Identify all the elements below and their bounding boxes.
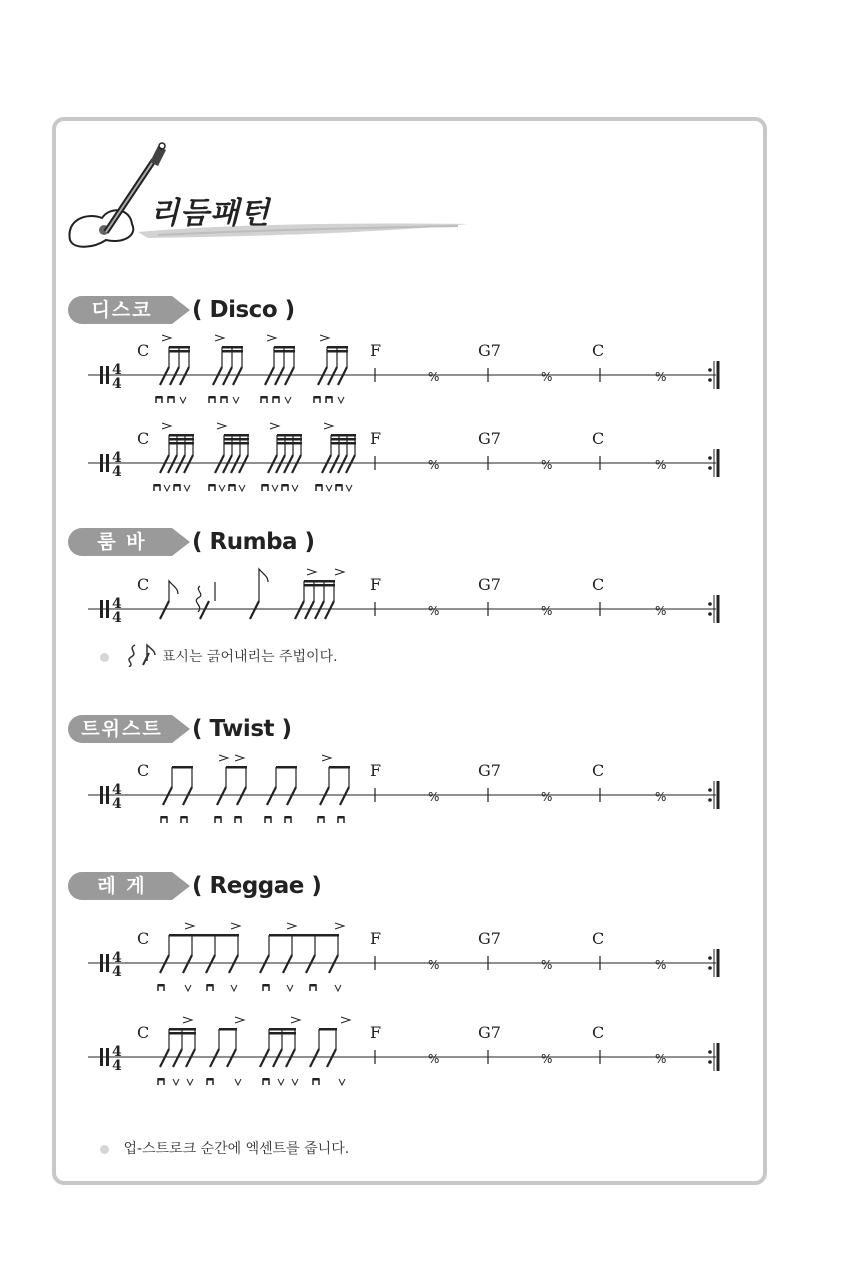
svg-text:%: % bbox=[428, 958, 440, 972]
staff-disco-2 bbox=[0, 418, 850, 498]
staff-reggae-1 bbox=[0, 918, 850, 998]
chord-label: C bbox=[592, 341, 605, 360]
section-name: ( Reggae ) bbox=[192, 873, 322, 899]
staff-rumba bbox=[0, 564, 850, 644]
staff-twist bbox=[0, 750, 850, 830]
svg-text:%: % bbox=[655, 604, 667, 618]
chord-label: G7 bbox=[478, 429, 501, 448]
svg-text:%: % bbox=[428, 1052, 440, 1066]
svg-text:%: % bbox=[541, 458, 553, 472]
chord-label: F bbox=[370, 1023, 382, 1042]
svg-text:4: 4 bbox=[112, 796, 122, 812]
footer-note bbox=[100, 1138, 349, 1158]
chord-label: C bbox=[137, 1023, 150, 1042]
section-badge bbox=[68, 715, 186, 743]
chord-label: G7 bbox=[478, 341, 501, 360]
rumba-note bbox=[100, 643, 338, 671]
svg-text:4: 4 bbox=[112, 1044, 122, 1060]
section-name: ( Rumba ) bbox=[192, 529, 315, 555]
svg-text:%: % bbox=[655, 370, 667, 384]
chord-label: F bbox=[370, 575, 382, 594]
section-badge bbox=[68, 296, 186, 324]
chord-label: C bbox=[137, 429, 150, 448]
svg-text:%: % bbox=[541, 370, 553, 384]
chord-label: C bbox=[592, 575, 605, 594]
chord-label: C bbox=[592, 1023, 605, 1042]
svg-text:%: % bbox=[655, 1052, 667, 1066]
section-badge bbox=[68, 872, 186, 900]
svg-text:%: % bbox=[541, 1052, 553, 1066]
section-badge-label: 레 게 bbox=[97, 875, 147, 897]
svg-text:4: 4 bbox=[112, 1058, 122, 1074]
chord-label: G7 bbox=[478, 761, 501, 780]
chord-label: C bbox=[137, 929, 150, 948]
chord-label: C bbox=[592, 761, 605, 780]
section-name: ( Disco ) bbox=[192, 297, 295, 323]
bullet-icon bbox=[100, 1145, 109, 1154]
svg-text:4: 4 bbox=[112, 782, 122, 798]
svg-text:4: 4 bbox=[112, 950, 122, 966]
strum-icon bbox=[123, 643, 157, 671]
staff-disco-1 bbox=[0, 330, 850, 410]
bullet-icon bbox=[100, 653, 109, 662]
section-name: ( Twist ) bbox=[192, 716, 292, 742]
svg-text:%: % bbox=[428, 790, 440, 804]
svg-text:%: % bbox=[428, 604, 440, 618]
chord-label: F bbox=[370, 429, 382, 448]
svg-text:4: 4 bbox=[112, 610, 122, 626]
svg-text:%: % bbox=[655, 458, 667, 472]
chord-label: G7 bbox=[478, 1023, 501, 1042]
chord-label: C bbox=[592, 429, 605, 448]
svg-text:%: % bbox=[541, 958, 553, 972]
chord-label: F bbox=[370, 341, 382, 360]
section-badge-label: 트위스트 bbox=[81, 718, 163, 740]
svg-text:4: 4 bbox=[112, 376, 122, 392]
chord-label: C bbox=[137, 575, 150, 594]
svg-text:%: % bbox=[428, 370, 440, 384]
svg-text:4: 4 bbox=[112, 596, 122, 612]
chord-label: G7 bbox=[478, 575, 501, 594]
staff-reggae-2 bbox=[0, 1012, 850, 1092]
chord-label: C bbox=[592, 929, 605, 948]
svg-text:4: 4 bbox=[112, 964, 122, 980]
section-badge bbox=[68, 528, 186, 556]
rumba-note-text: 표시는 긁어내리는 주법이다. bbox=[161, 649, 338, 665]
chord-label: F bbox=[370, 761, 382, 780]
section-badge-label: 룸 바 bbox=[97, 531, 147, 553]
svg-text:%: % bbox=[541, 604, 553, 618]
page-title: 리듬패턴 bbox=[150, 196, 270, 231]
footer-note-text: 업-스트로크 순간에 엑센트를 줍니다. bbox=[123, 1141, 350, 1157]
section-badge-label: 디스코 bbox=[91, 299, 153, 321]
svg-text:4: 4 bbox=[112, 450, 122, 466]
svg-text:%: % bbox=[428, 458, 440, 472]
chord-label: F bbox=[370, 929, 382, 948]
svg-text:%: % bbox=[655, 790, 667, 804]
svg-text:4: 4 bbox=[112, 362, 122, 378]
svg-text:4: 4 bbox=[112, 464, 122, 480]
chord-label: G7 bbox=[478, 929, 501, 948]
svg-text:%: % bbox=[541, 790, 553, 804]
chord-label: C bbox=[137, 341, 150, 360]
svg-text:%: % bbox=[655, 958, 667, 972]
chord-label: C bbox=[137, 761, 150, 780]
